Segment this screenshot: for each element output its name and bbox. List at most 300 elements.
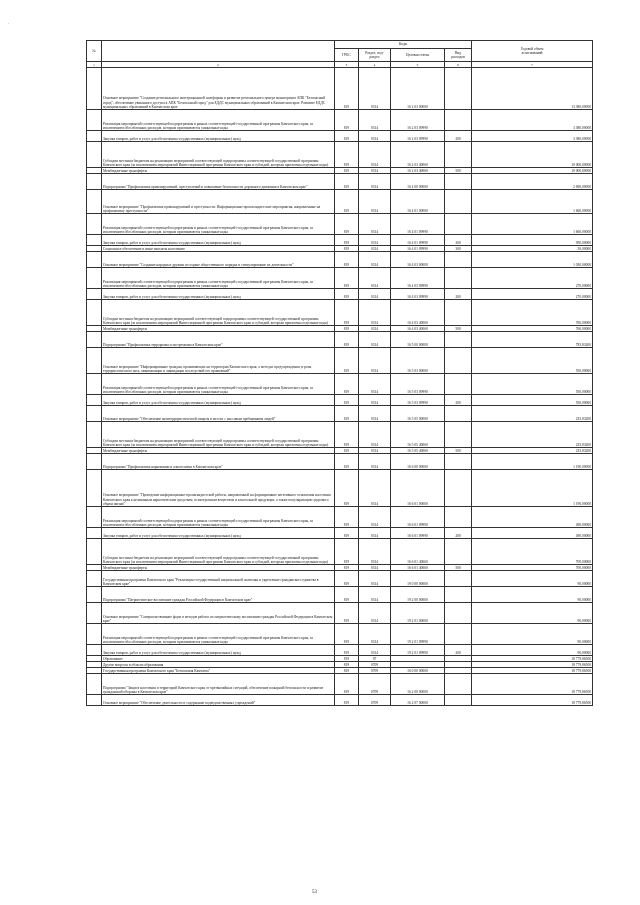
annual-volume-cell: 235,83200	[472, 422, 593, 448]
section-cell: 07	[359, 656, 391, 662]
row-number-cell	[87, 68, 102, 110]
expense-name-cell: Подпрограмма "Патриотическое воспитание граждан Российской Федерации в Камчатском крае"	[102, 587, 335, 603]
grbs-cell: 819	[335, 539, 359, 565]
column-number: 6	[445, 62, 472, 68]
target-article-cell: 19 2 01 09990	[391, 624, 445, 645]
section-cell: 0709	[359, 668, 391, 674]
expense-name-cell: Субсидии местным бюджетам на реализацию мероприятий соответствующей подпрограммы соответствующей государственной программы Камчатского края (за исключением мероприятий Инвестиционной программы Камчатского края и субсидий, которым присвоены отдельные коды)	[102, 300, 335, 326]
section-cell: 0314	[359, 268, 391, 289]
table-row	[87, 406, 593, 422]
table-row	[87, 142, 593, 168]
expense-name-cell: Субсидии местным бюджетам на реализацию мероприятий соответствующей подпрограммы соответствующей государственной программы Камчатского края (за исключением мероприятий Инвестиционной программы Камчатского края и субсидий, которым присвоены отдельные коды)	[102, 539, 335, 565]
row-number-cell	[87, 624, 102, 645]
table-row	[87, 252, 593, 268]
expense-type-cell	[445, 142, 472, 168]
expense-type-cell: 500	[445, 448, 472, 454]
expense-name-cell: Основное мероприятие "Профилактика правонарушений и преступности. Информационно-пропагандистские мероприятия, направленные на профилактику преступности"	[102, 190, 335, 214]
table-row	[87, 68, 593, 110]
header-name	[102, 41, 335, 62]
table-row	[87, 587, 593, 603]
section-cell: 0314	[359, 348, 391, 374]
table-row	[87, 174, 593, 190]
expense-name-cell: Образование	[102, 656, 335, 662]
table-row	[87, 110, 593, 131]
expense-type-cell	[445, 174, 472, 190]
row-number-cell	[87, 110, 102, 131]
grbs-cell: 819	[335, 332, 359, 348]
section-cell: 0314	[359, 235, 391, 246]
table-row	[87, 674, 593, 695]
row-number-cell	[87, 374, 102, 395]
section-cell: 0314	[359, 168, 391, 174]
grbs-cell: 819	[335, 252, 359, 268]
column-number: 3	[335, 62, 359, 68]
expense-type-cell	[445, 587, 472, 603]
target-article-cell: 19 2 00 00000	[391, 587, 445, 603]
expense-name-cell: Основное мероприятие "Создание регионального интеграционной платформы и развитие регионального центра мониторинга АПК "Безопасный город", обеспечение увязанного доступа к АПК "Безопасный город" для ЕДДС муниципальных образований в Камчатском крае. Развитие ЕДДС муниципальных образований в Камчатском крае	[102, 68, 335, 110]
grbs-cell: 819	[335, 326, 359, 332]
annual-volume-cell: 10 000,00000	[472, 142, 593, 168]
row-number-cell	[87, 252, 102, 268]
annual-volume-cell: 700,00000	[472, 565, 593, 571]
expense-name-cell: Закупка товаров, работ и услуг для обеспечения государственных (муниципальных) нужд	[102, 395, 335, 406]
row-number-cell	[87, 289, 102, 300]
grbs-cell: 819	[335, 645, 359, 656]
expense-type-cell	[445, 348, 472, 374]
table-row	[87, 374, 593, 395]
section-cell: 0314	[359, 528, 391, 539]
table-row	[87, 395, 593, 406]
grbs-cell: 819	[335, 565, 359, 571]
grbs-cell: 819	[335, 507, 359, 528]
section-cell: 0314	[359, 332, 391, 348]
header-number: №	[87, 41, 102, 62]
target-article-cell: 16 6 00 00000	[391, 454, 445, 470]
grbs-cell: 819	[335, 246, 359, 252]
section-cell: 0314	[359, 448, 391, 454]
header-section: Раздел, под- раздел	[359, 49, 391, 62]
expense-name-cell: Реализация мероприятий соответствующей подпрограммы в рамках соответствующей государственной программы Камчатского края, за исключением обособленных расходов, которым присваиваются уникальные коды	[102, 268, 335, 289]
table-row	[87, 422, 593, 448]
target-article-cell: 19 2 01 09990	[391, 645, 445, 656]
table-row	[87, 332, 593, 348]
section-cell: 0709	[359, 695, 391, 706]
grbs-cell: 819	[335, 214, 359, 235]
grbs-cell: 819	[335, 110, 359, 131]
target-article-cell: 16 2 03 40060	[391, 168, 445, 174]
target-article-cell: 16 2 07 00000	[391, 695, 445, 706]
target-article-cell: 16 4 03 09990	[391, 289, 445, 300]
expense-name-cell: Межбюджетные трансферты	[102, 168, 335, 174]
section-cell: 0314	[359, 289, 391, 300]
row-number-cell	[87, 539, 102, 565]
section-cell: 0314	[359, 454, 391, 470]
row-number-cell	[87, 332, 102, 348]
grbs-cell: 819	[335, 131, 359, 142]
annual-volume-cell: 1 190,00000	[472, 470, 593, 507]
table-row	[87, 289, 593, 300]
expense-name-cell: Межбюджетные трансферты	[102, 565, 335, 571]
grbs-cell: 819	[335, 268, 359, 289]
section-cell: 0314	[359, 587, 391, 603]
header-expense-type: Вид расходов	[445, 49, 472, 62]
expense-type-cell	[445, 422, 472, 448]
annual-volume-cell: 18 779,86500	[472, 662, 593, 668]
expense-name-cell: Межбюджетные трансферты	[102, 326, 335, 332]
expense-name-cell: Реализация мероприятий соответствующей подпрограммы в рамках соответствующей государственной программы Камчатского края, за исключением обособленных расходов, которым присваиваются уникальные коды	[102, 214, 335, 235]
row-number-cell	[87, 214, 102, 235]
grbs-cell: 819	[335, 235, 359, 246]
expense-type-cell: 500	[445, 168, 472, 174]
section-cell: 0314	[359, 395, 391, 406]
column-number: 5	[391, 62, 445, 68]
annual-volume-cell: 235,83200	[472, 448, 593, 454]
annual-volume-cell: 18 779,86500	[472, 668, 593, 674]
target-article-cell: 16 4 01 09990	[391, 246, 445, 252]
annual-volume-cell: 50,00000	[472, 246, 593, 252]
row-number-cell	[87, 268, 102, 289]
section-cell: 0314	[359, 374, 391, 395]
annual-volume-cell: 90,00000	[472, 571, 593, 587]
expense-type-cell	[445, 374, 472, 395]
expense-name-cell: Закупка товаров, работ и услуг для обеспечения государственных (муниципальных) нужд	[102, 131, 335, 142]
target-article-cell: 16 6 01 40060	[391, 565, 445, 571]
section-cell: 0314	[359, 406, 391, 422]
annual-volume-cell: 2 690,00000	[472, 174, 593, 190]
expense-name-cell: Реализация мероприятий соответствующей подпрограммы в рамках соответствующей государственной программы Камчатского края, за исключением обособленных расходов, которым присваиваются уникальные коды	[102, 507, 335, 528]
budget-table	[86, 40, 593, 706]
expense-name-cell: Основное мероприятие "Обеспечение антитеррористической защиты в местах с массовым пребыванием людей"	[102, 406, 335, 422]
expense-type-cell	[445, 300, 472, 326]
section-cell: 0314	[359, 571, 391, 587]
row-number-cell	[87, 454, 102, 470]
section-cell: 0314	[359, 422, 391, 448]
target-article-cell: 16 5 05 00000	[391, 406, 445, 422]
expense-type-cell	[445, 214, 472, 235]
expense-type-cell: 300	[445, 246, 472, 252]
section-cell: 0314	[359, 68, 391, 110]
section-cell: 0314	[359, 603, 391, 624]
table-row	[87, 571, 593, 587]
expense-type-cell	[445, 674, 472, 695]
annual-volume-cell: 13 380,00000	[472, 68, 593, 110]
annual-volume-cell: 235,83200	[472, 406, 593, 422]
expense-name-cell: Субсидии местным бюджетам на реализацию мероприятий соответствующей подпрограммы соответствующей государственной программы Камчатского края (за исключением мероприятий Инвестиционной программы Камчатского края и субсидий, которым присвоены отдельные коды)	[102, 142, 335, 168]
table-body	[87, 68, 593, 706]
target-article-cell: 16 5 05 40060	[391, 422, 445, 448]
expense-type-cell: 200	[445, 131, 472, 142]
annual-volume-cell: 10 000,00000	[472, 168, 593, 174]
grbs-cell: 819	[335, 68, 359, 110]
annual-volume-cell: 1 190,00000	[472, 454, 593, 470]
target-article-cell: 16 5 00 00000	[391, 332, 445, 348]
target-article-cell: 16 6 01 00000	[391, 470, 445, 507]
target-article-cell: 16 5 03 09990	[391, 374, 445, 395]
expense-type-cell	[445, 624, 472, 645]
expense-type-cell	[445, 470, 472, 507]
expense-name-cell: Подпрограмма "Профилактика наркомании и алкоголизма в Камчатском крае"	[102, 454, 335, 470]
row-number-cell	[87, 571, 102, 587]
expense-name-cell: Социальное обеспечение и иные выплаты населению	[102, 246, 335, 252]
row-number-cell	[87, 190, 102, 214]
expense-name-cell: Реализация мероприятий соответствующей подпрограммы в рамках соответствующей государственной программы Камчатского края, за исключением обособленных расходов, которым присваиваются уникальные коды	[102, 110, 335, 131]
expense-name-cell: Закупка товаров, работ и услуг для обеспечения государственных (муниципальных) нужд	[102, 289, 335, 300]
target-article-cell: 16 5 03 00000	[391, 348, 445, 374]
row-number-cell	[87, 507, 102, 528]
expense-name-cell: Субсидии местным бюджетам на реализацию мероприятий соответствующей подпрограммы соответствующей государственной программы Камчатского края (за исключением мероприятий Инвестиционной программы Камчатского края и субсидий, которым присвоены отдельные коды)	[102, 422, 335, 448]
expense-type-cell	[445, 507, 472, 528]
section-cell: 0314	[359, 470, 391, 507]
section-cell: 0314	[359, 142, 391, 168]
annual-volume-cell: 760,00000	[472, 326, 593, 332]
grbs-cell: 819	[335, 624, 359, 645]
table-row	[87, 695, 593, 706]
header-target-article: Целевая статья	[391, 49, 445, 62]
annual-volume-cell: 550,00000	[472, 374, 593, 395]
section-cell: 0314	[359, 326, 391, 332]
target-article-cell: 16 4 01 09990	[391, 235, 445, 246]
grbs-cell: 819	[335, 695, 359, 706]
annual-volume-cell: 550,00000	[472, 348, 593, 374]
grbs-cell: 819	[335, 395, 359, 406]
annual-volume-cell: 950,00000	[472, 235, 593, 246]
target-article-cell: 16 0 00 00000	[391, 668, 445, 674]
table-row	[87, 645, 593, 656]
target-article-cell: 16 5 03 09990	[391, 395, 445, 406]
row-number-cell	[87, 174, 102, 190]
expense-name-cell: Подпрограмма "Защита населения и территорий Камчатского края от чрезвычайных ситуаций, обеспечение пожарной безопасности и развитие гражданской обороны в Камчатском крае"	[102, 674, 335, 695]
target-article-cell: 16 6 01 40060	[391, 539, 445, 565]
column-number: 4	[359, 62, 391, 68]
target-article-cell: 16 2 03 00000	[391, 68, 445, 110]
expense-type-cell	[445, 268, 472, 289]
expense-type-cell	[445, 603, 472, 624]
page-number: 53	[312, 890, 317, 895]
table-row	[87, 603, 593, 624]
expense-name-cell: Межбюджетные трансферты	[102, 448, 335, 454]
section-cell: 0314	[359, 214, 391, 235]
grbs-cell: 819	[335, 454, 359, 470]
grbs-cell: 819	[335, 470, 359, 507]
row-number-cell	[87, 348, 102, 374]
section-cell: 0314	[359, 539, 391, 565]
expense-type-cell	[445, 539, 472, 565]
target-article-cell: 19 0 00 00000	[391, 571, 445, 587]
row-number-cell	[87, 674, 102, 695]
grbs-cell: 819	[335, 587, 359, 603]
table-row	[87, 300, 593, 326]
expense-type-cell	[445, 695, 472, 706]
expense-type-cell: 200	[445, 289, 472, 300]
budget-table-sheet	[86, 40, 592, 706]
grbs-cell: 819	[335, 348, 359, 374]
section-cell: 0314	[359, 624, 391, 645]
target-article-cell: 16 4 03 40060	[391, 326, 445, 332]
grbs-cell: 819	[335, 174, 359, 190]
grbs-cell: 819	[335, 406, 359, 422]
column-number: 1	[87, 62, 102, 68]
row-number-cell	[87, 422, 102, 448]
expense-type-cell	[445, 190, 472, 214]
expense-type-cell	[445, 110, 472, 131]
annual-volume-cell: 1 660,00000	[472, 190, 593, 214]
annual-volume-cell: 700,00000	[472, 539, 593, 565]
grbs-cell: 819	[335, 528, 359, 539]
annual-volume-cell: 270,00000	[472, 268, 593, 289]
section-cell: 0709	[359, 662, 391, 668]
table-row	[87, 507, 593, 528]
grbs-cell: 819	[335, 374, 359, 395]
row-number-cell	[87, 142, 102, 168]
row-number-cell	[87, 131, 102, 142]
target-article-cell: 16 4 01 09990	[391, 214, 445, 235]
section-cell: 0314	[359, 252, 391, 268]
expense-type-cell	[445, 252, 472, 268]
section-cell: 0314	[359, 246, 391, 252]
expense-type-cell: 200	[445, 235, 472, 246]
expense-name-cell: Реализация мероприятий соответствующей подпрограммы в рамках соответствующей государственной программы Камчатского края, за исключением обособленных расходов, которым присваиваются уникальные коды	[102, 374, 335, 395]
row-number-cell	[87, 406, 102, 422]
target-article-cell: 16 6 01 09990	[391, 528, 445, 539]
expense-name-cell: Основное мероприятие "Обеспечение деятельности и содержание подведомственных учреждений"	[102, 695, 335, 706]
target-article-cell: 16 4 01 00000	[391, 190, 445, 214]
column-number: 7	[472, 62, 593, 68]
expense-name-cell: Основное мероприятие "Информирование граждан, проживающих на территории Камчатского края, о методах предупреждения угрозы террористического акта, минимизации и ликвидации последствий его проявлений"	[102, 348, 335, 374]
expense-name-cell: Основное мероприятие "Создание народных дружин по охране общественного порядка и стимулирование их деятельности"	[102, 252, 335, 268]
expense-type-cell	[445, 332, 472, 348]
expense-type-cell	[445, 406, 472, 422]
expense-name-cell: Закупка товаров, работ и услуг для обеспечения государственных (муниципальных) нужд	[102, 235, 335, 246]
section-cell: 0314	[359, 190, 391, 214]
expense-type-cell: 200	[445, 395, 472, 406]
expense-name-cell: Основное мероприятие "Проведение информационно-пропагандистской работы, направленной на формирование негативного отношения населения Камчатского края к незаконным наркотическим средствам, психотропным веществам и алкогольной продукции, а также популяризацию здорового образа жизни"	[102, 470, 335, 507]
table-row	[87, 214, 593, 235]
annual-volume-cell: 1 030,00000	[472, 252, 593, 268]
grbs-cell: 819	[335, 300, 359, 326]
section-cell: 0314	[359, 174, 391, 190]
expense-name-cell: Закупка товаров, работ и услуг для обеспечения государственных (муниципальных) нужд	[102, 528, 335, 539]
header-grbs: ГРБС	[335, 49, 359, 62]
expense-type-cell: 500	[445, 565, 472, 571]
target-article-cell: 16 5 05 40060	[391, 448, 445, 454]
section-cell: 0314	[359, 131, 391, 142]
grbs-cell: 819	[335, 422, 359, 448]
section-cell: 0314	[359, 645, 391, 656]
corner-mark: '	[8, 22, 9, 27]
grbs-cell: 819	[335, 168, 359, 174]
grbs-cell: 819	[335, 603, 359, 624]
expense-name-cell: Государственная программа Камчатского края "Безопасная Камчатка"	[102, 668, 335, 674]
annual-volume-cell: 3 380,00000	[472, 131, 593, 142]
expense-type-cell: 200	[445, 645, 472, 656]
table-row	[87, 624, 593, 645]
annual-volume-cell: 550,00000	[472, 395, 593, 406]
target-article-cell: 19 2 01 00000	[391, 603, 445, 624]
annual-volume-cell: 760,00000	[472, 300, 593, 326]
target-article-cell: 16 2 03 40060	[391, 142, 445, 168]
expense-name-cell: Подпрограмма "Профилактика терроризма и экстремизма в Камчатском крае"	[102, 332, 335, 348]
annual-volume-cell: 490,00000	[472, 507, 593, 528]
table-row	[87, 539, 593, 565]
header-codes: Коды	[335, 41, 472, 49]
annual-volume-cell: 1 660,00000	[472, 214, 593, 235]
row-number-cell	[87, 395, 102, 406]
annual-volume-cell: 90,00000	[472, 645, 593, 656]
annual-volume-cell: 90,00000	[472, 624, 593, 645]
target-article-cell: 16 2 03 09990	[391, 131, 445, 142]
annual-volume-cell: 785,83200	[472, 332, 593, 348]
section-cell: 0314	[359, 507, 391, 528]
grbs-cell: 819	[335, 662, 359, 668]
target-article-cell: 16 4 00 00000	[391, 174, 445, 190]
table-row	[87, 131, 593, 142]
expense-type-cell: 200	[445, 528, 472, 539]
row-number-cell	[87, 695, 102, 706]
grbs-cell: 819	[335, 571, 359, 587]
row-number-cell	[87, 587, 102, 603]
annual-volume-cell: 270,00000	[472, 289, 593, 300]
grbs-cell: 819	[335, 142, 359, 168]
annual-volume-cell: 90,00000	[472, 587, 593, 603]
annual-volume-cell: 90,00000	[472, 603, 593, 624]
grbs-cell: 819	[335, 668, 359, 674]
section-cell: 0709	[359, 674, 391, 695]
table-row	[87, 348, 593, 374]
expense-name-cell: Реализация мероприятий соответствующей подпрограммы в рамках соответствующей государственной программы Камчатского края, за исключением обособленных расходов, которым присваиваются уникальные коды	[102, 624, 335, 645]
row-number-cell	[87, 235, 102, 246]
target-article-cell: 16 2 03 09990	[391, 110, 445, 131]
target-article-cell: 16 4 03 09990	[391, 268, 445, 289]
row-number-cell	[87, 528, 102, 539]
table-row	[87, 235, 593, 246]
annual-volume-cell: 3 380,00000	[472, 110, 593, 131]
annual-volume-cell: 18 779,86500	[472, 656, 593, 662]
grbs-cell: 819	[335, 289, 359, 300]
section-cell: 0314	[359, 300, 391, 326]
expense-name-cell: Закупка товаров, работ и услуг для обеспечения государственных (муниципальных) нужд	[102, 645, 335, 656]
row-number-cell	[87, 603, 102, 624]
section-cell: 0314	[359, 565, 391, 571]
annual-volume-cell: 18 779,86500	[472, 695, 593, 706]
grbs-cell: 819	[335, 656, 359, 662]
expense-name-cell: Государственная программа Камчатского края "Реализация государственной национальной политики и укрепление гражданского единства в Камчатском крае"	[102, 571, 335, 587]
expense-name-cell: Подпрограмма "Профилактика правонарушений, преступлений и повышение безопасности дорожного движения в Камчатском крае"	[102, 174, 335, 190]
target-article-cell: 16 2 00 00000	[391, 674, 445, 695]
annual-volume-cell: 18 779,86500	[472, 674, 593, 695]
expense-type-cell	[445, 68, 472, 110]
table-row	[87, 454, 593, 470]
row-number-cell	[87, 470, 102, 507]
grbs-cell: 819	[335, 190, 359, 214]
header-annual-volume: Годовой объем ассигнований	[472, 41, 593, 62]
grbs-cell: 819	[335, 674, 359, 695]
target-article-cell: 16 6 01 09990	[391, 507, 445, 528]
table-row	[87, 470, 593, 507]
table-row	[87, 528, 593, 539]
section-cell: 0314	[359, 110, 391, 131]
grbs-cell: 819	[335, 448, 359, 454]
expense-name-cell: Другие вопросы в области образования	[102, 662, 335, 668]
table-row	[87, 268, 593, 289]
annual-volume-cell: 490,00000	[472, 528, 593, 539]
row-number-cell	[87, 645, 102, 656]
expense-type-cell	[445, 571, 472, 587]
column-number: 2	[102, 62, 335, 68]
row-number-cell	[87, 300, 102, 326]
expense-name-cell: Основное мероприятие "Совершенствование форм и методов работы по патриотическому воспитанию граждан Российской Федерации в Камчатском крае"	[102, 603, 335, 624]
expense-type-cell	[445, 454, 472, 470]
target-article-cell: 16 4 03 40060	[391, 300, 445, 326]
